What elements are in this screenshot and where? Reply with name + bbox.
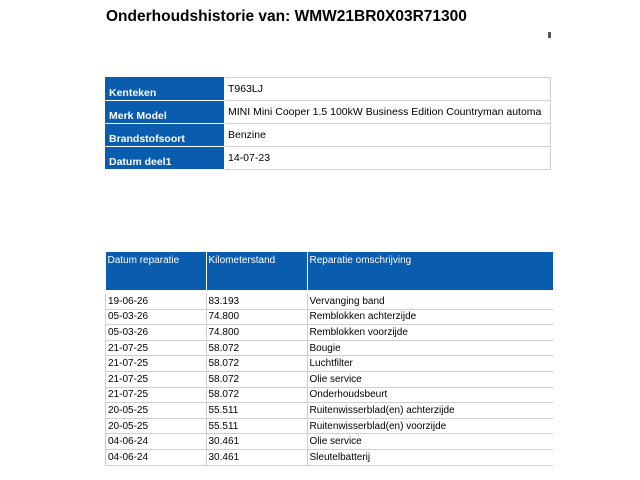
table-row <box>106 418 553 434</box>
cell-mileage: 58.072 <box>206 356 307 372</box>
vehicle-row-brandstofsoort <box>106 124 551 147</box>
cell-description: Luchtfilter <box>307 356 553 372</box>
cell-mileage: 58.072 <box>206 340 307 356</box>
column-header-description: Reparatie omschrijving <box>307 252 553 290</box>
table-row <box>106 371 553 387</box>
cell-description: Olie service <box>307 371 553 387</box>
vehicle-row-kenteken <box>106 78 551 101</box>
vehicle-info-table <box>105 77 551 170</box>
cell-mileage: 83.193 <box>206 294 307 309</box>
cell-date: 05-03-26 <box>106 325 207 341</box>
repair-header-row <box>106 252 553 290</box>
cell-description: Sleutelbatterij <box>307 449 553 465</box>
table-row <box>106 403 553 419</box>
vehicle-label: Datum deel1 <box>106 147 225 170</box>
cell-date: 05-03-26 <box>106 309 207 325</box>
vehicle-value: T963LJ <box>225 78 551 101</box>
table-row <box>106 449 553 465</box>
cell-mileage: 58.072 <box>206 371 307 387</box>
cell-description: Bougie <box>307 340 553 356</box>
cell-mileage: 74.800 <box>206 309 307 325</box>
cell-date: 20-05-25 <box>106 418 207 434</box>
cell-description: Vervanging band <box>307 294 553 309</box>
cell-description: Remblokken achterzijde <box>307 309 553 325</box>
cell-date: 21-07-25 <box>106 371 207 387</box>
cell-description: Remblokken voorzijde <box>307 325 553 341</box>
cell-mileage: 30.461 <box>206 449 307 465</box>
cell-date: 21-07-25 <box>106 387 207 403</box>
cell-description: Ruitenwisserblad(en) voorzijde <box>307 418 553 434</box>
cell-date: 21-07-25 <box>106 356 207 372</box>
vehicle-label: Brandstofsoort <box>106 124 225 147</box>
cell-mileage: 58.072 <box>206 387 307 403</box>
cell-date: 20-05-25 <box>106 403 207 419</box>
cell-description: Onderhoudsbeurt <box>307 387 553 403</box>
cell-date: 21-07-25 <box>106 340 207 356</box>
vehicle-label: Kenteken <box>106 78 225 101</box>
vehicle-row-merk-model <box>106 101 551 124</box>
cell-date: 04-06-24 <box>106 449 207 465</box>
cell-mileage: 55.511 <box>206 418 307 434</box>
table-row <box>106 434 553 450</box>
cell-mileage: 55.511 <box>206 403 307 419</box>
vehicle-value: MINI Mini Cooper 1.5 100kW Business Edition Countryman automa <box>225 101 551 124</box>
column-header-mileage: Kilometerstand <box>206 252 307 290</box>
table-row <box>106 356 553 372</box>
column-header-date: Datum reparatie <box>106 252 207 290</box>
table-row <box>106 325 553 341</box>
table-row <box>106 294 553 309</box>
page-title: Onderhoudshistorie van: WMW21BR0X03R71300 <box>106 8 467 25</box>
repair-history-table <box>105 252 553 466</box>
table-row <box>106 340 553 356</box>
table-row <box>106 387 553 403</box>
cell-mileage: 30.461 <box>206 434 307 450</box>
repair-body <box>106 290 553 465</box>
corner-mark <box>548 32 551 38</box>
table-row <box>106 309 553 325</box>
vehicle-value: Benzine <box>225 124 551 147</box>
vehicle-value: 14-07-23 <box>225 147 551 170</box>
vehicle-label: Merk Model <box>106 101 225 124</box>
cell-description: Olie service <box>307 434 553 450</box>
cell-date: 04-06-24 <box>106 434 207 450</box>
cell-date: 19-06-26 <box>106 294 207 309</box>
cell-description: Ruitenwisserblad(en) achterzijde <box>307 403 553 419</box>
vehicle-row-datum-deel1 <box>106 147 551 170</box>
cell-mileage: 74.800 <box>206 325 307 341</box>
